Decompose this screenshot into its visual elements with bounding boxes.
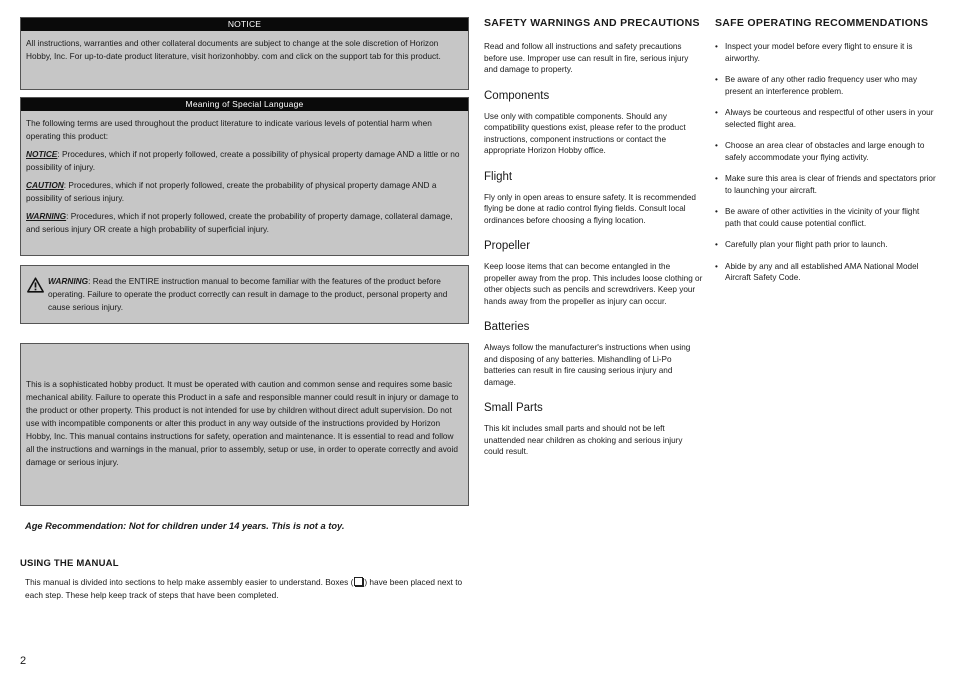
term-text: : Procedures, which if not properly followed, create the probability of property damage, collateral damage, and serious injury OR create a high probability of superficial injury.	[26, 211, 453, 234]
section-text-components: Use only with compatible components. Should any compatibility questions exist, please refer to the product instructions, component instructions or contact the appropriate Horizon Hobby office.	[484, 111, 686, 155]
bullet-icon: •	[715, 174, 718, 183]
term-caution	[26, 179, 462, 205]
age-recommendation: Age Recommendation: Not for children under 14 years. This is not a toy.	[25, 521, 345, 531]
using-manual-text	[25, 576, 471, 602]
notice-box	[20, 17, 469, 90]
section-heading-flight: Flight	[484, 170, 513, 183]
bullet-icon: •	[715, 108, 718, 117]
hobby-text: This is a sophisticated hobby product. It must be operated with caution and common sense and requires some basic mechanical ability. Failure to operate this Product in a safe and responsible manner could result in injury or damage to the product or other property. This product is not intended for use by children without direct adult supervision. Do not use with incompatible components or alter this product in any way outside of the instructions provided by Horizon Hobby, Inc. This manual contains instructions for safety, operation and maintenance. It is essential to read and follow all the instructions and warnings in the manual, prior to assembly, setup or use, in order to operate correctly and avoid damage or serious injury.	[26, 379, 459, 467]
term-warning	[26, 210, 462, 236]
section-text-small-parts: This kit includes small parts and should not be left unattended near children as choking and serious injury could result.	[484, 424, 683, 456]
list-item-text: Always be courteous and respectful of other users in your selected flight area.	[725, 108, 934, 129]
list-item	[715, 74, 937, 97]
term-text: : Procedures, which if not properly followed, create the probability of physical property damage AND a possibility of serious injury.	[26, 180, 437, 203]
checkbox-icon	[354, 577, 363, 586]
list-item	[715, 206, 937, 229]
term-label: NOTICE	[26, 149, 58, 159]
safety-column	[484, 17, 704, 468]
special-language-header: Meaning of Special Language	[21, 98, 468, 111]
warning-triangle-icon	[27, 277, 44, 293]
section-heading-propeller: Propeller	[484, 240, 531, 252]
list-item	[715, 140, 937, 163]
list-item-text: Be aware of any other radio frequency user who may present an interference problem.	[725, 75, 918, 96]
list-item-text: Be aware of other activities in the vicinity of your flight path that could cause potential conflict.	[725, 207, 920, 228]
list-item-text: Choose an area clear of obstacles and large enough to safely accommodate your flying activity.	[725, 141, 925, 162]
list-item	[715, 261, 937, 284]
special-language-intro: The following terms are used throughout the product literature to indicate various levels of potential harm when operating this product:	[26, 118, 432, 141]
warning-body: : Read the ENTIRE instruction manual to become familiar with the features of the product before operating. Failure to operate the product correctly can result in damage to the product, personal property and cause serious injury.	[48, 276, 448, 312]
using-manual-title: USING THE MANUAL	[20, 558, 119, 569]
notice-header: NOTICE	[21, 18, 468, 31]
safety-intro: Read and follow all instructions and safety precautions before use. Improper use can result in fire, serious injury and damage to property.	[484, 42, 689, 74]
recommendations-list	[715, 41, 937, 284]
bullet-icon: •	[715, 207, 718, 216]
section-heading-small-parts: Small Parts	[484, 402, 543, 414]
list-item-text: Carefully plan your flight path prior to launch.	[725, 240, 888, 249]
term-text: : Procedures, which if not properly followed, create a possibility of physical property damage AND a little or no possibility of injury.	[26, 149, 460, 172]
term-label: WARNING	[26, 211, 67, 221]
list-item-text: Abide by any and all established AMA National Model Aircraft Safety Code.	[725, 261, 919, 282]
bullet-icon: •	[715, 141, 718, 150]
section-text-flight: Fly only in open areas to ensure safety. It is recommended flying be done at radio control flying fields. Consult local ordinances before choosing a flying location.	[484, 192, 696, 225]
bullet-icon: •	[715, 240, 718, 249]
section-text-batteries: Always follow the manufacturer's instructions when using and disposing of any batteries. Mishandling of Li-Po batteries can result in fire causing serious injury and damage.	[484, 343, 691, 387]
recommendations-column	[715, 17, 937, 294]
list-item	[715, 239, 937, 251]
page-number: 2	[20, 655, 27, 667]
safety-title: SAFETY WARNINGS AND PRECAUTIONS	[484, 17, 700, 29]
special-language-box	[20, 97, 469, 256]
bullet-icon: •	[715, 42, 718, 51]
warning-text	[48, 275, 460, 314]
warning-label: WARNING	[48, 276, 89, 286]
recommendations-title: SAFE OPERATING RECOMMENDATIONS	[715, 17, 929, 29]
term-label: CAUTION	[26, 180, 64, 190]
list-item	[715, 173, 937, 196]
list-item-text: Inspect your model before every flight to ensure it is airworthy.	[725, 42, 913, 63]
bullet-icon: •	[715, 261, 718, 271]
using-manual-text-before: This manual is divided into sections to help make assembly easier to understand. Boxes (	[25, 577, 354, 587]
bullet-icon: •	[715, 75, 718, 84]
notice-text: All instructions, warranties and other collateral documents are subject to change at the sole discretion of Horizon Hobby, Inc. For up-to-date product literature, visit horizonhobby. com and click on the support tab for this product.	[26, 38, 441, 61]
hobby-product-box	[20, 343, 469, 506]
list-item	[715, 41, 937, 64]
term-notice	[26, 148, 462, 174]
section-heading-batteries: Batteries	[484, 321, 530, 333]
warning-box	[20, 265, 469, 324]
section-text-propeller: Keep loose items that can become entangled in the propeller away from the prop. This includes loose clothing or other objects such as pencils and screwdrivers. Keep your hands away from the propeller as injury can occur.	[484, 262, 703, 306]
section-heading-components: Components	[484, 89, 550, 102]
list-item-text: Make sure this area is clear of friends and spectators prior to launching your aircraft.	[725, 174, 936, 195]
list-item	[715, 107, 937, 130]
using-manual-text-after: ) have been placed next to each step. These help keep track of steps that have been completed.	[25, 577, 463, 600]
